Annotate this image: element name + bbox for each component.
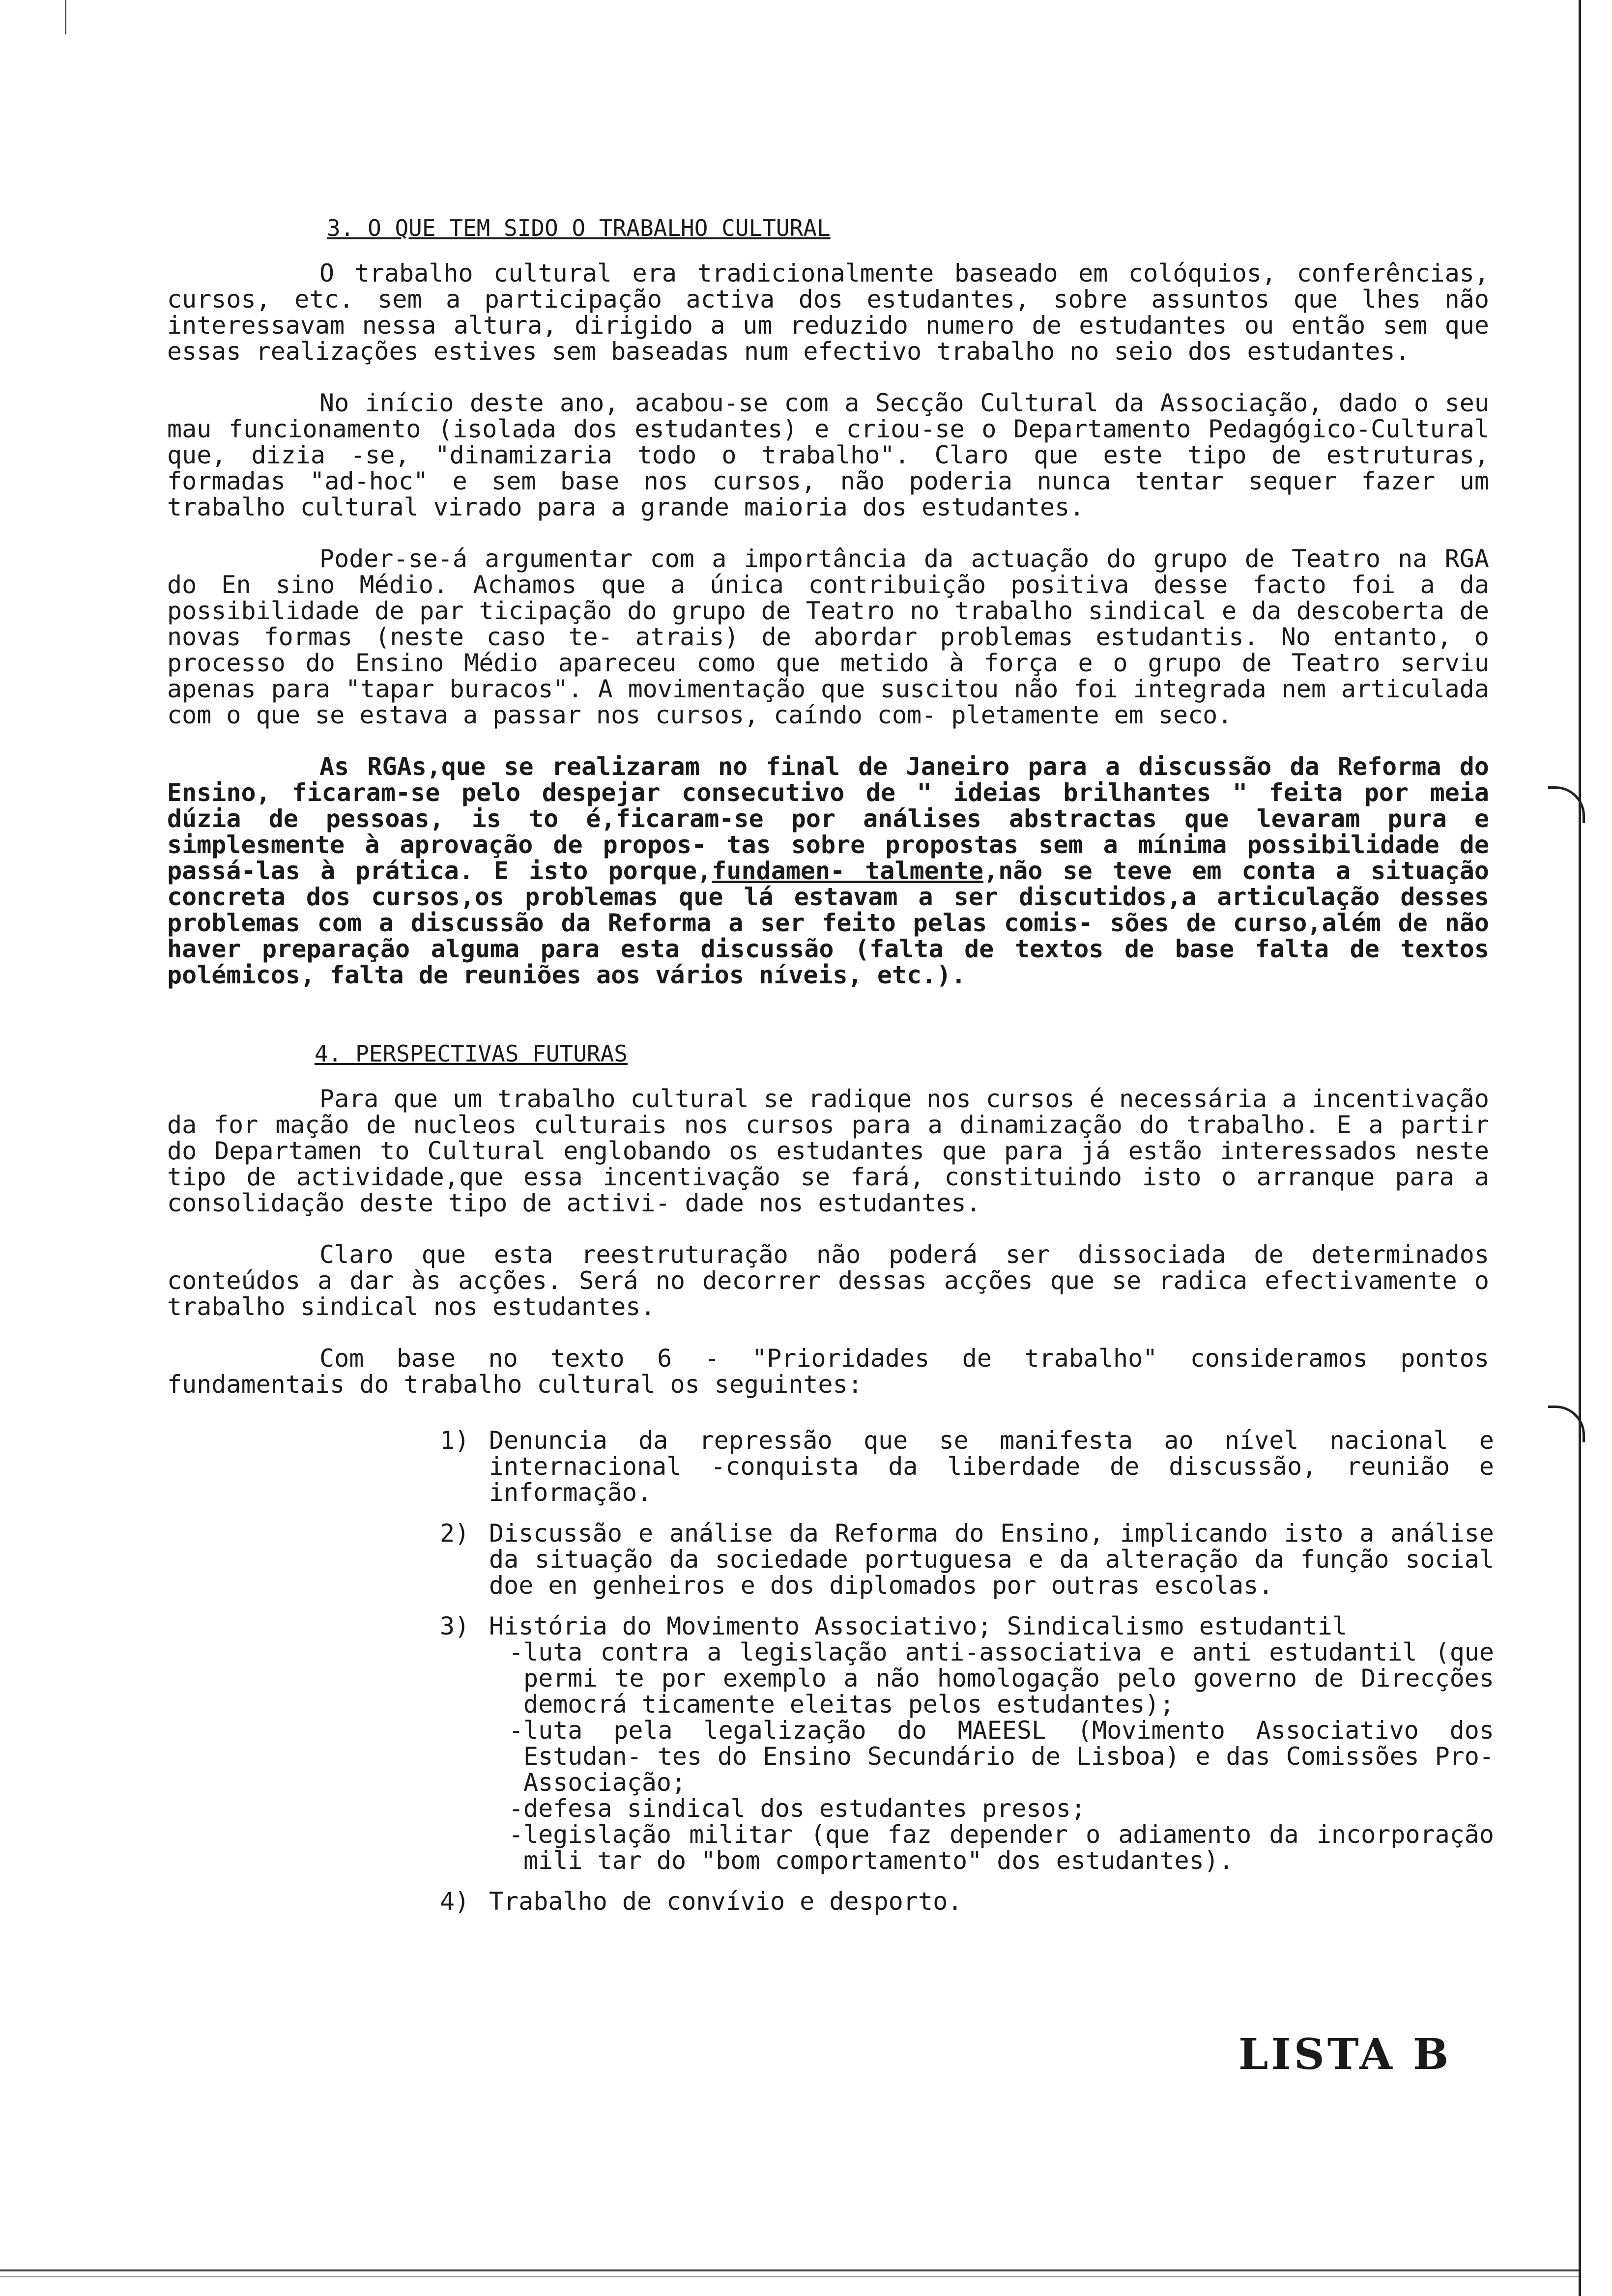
list-item-text: Trabalho de convívio e desporto. [489,1887,963,1916]
sub-list-item-text: legislação militar (que faz depender o adiamento da incorporação mili tar do "bom comportamento" dos estudantes). [523,1820,1494,1875]
list-b-stamp: LISTA B [1238,2030,1452,2079]
list-number: 1) [440,1426,470,1455]
section-3-heading: 3. O QUE TEM SIDO O TRABALHO CULTURAL [327,215,831,241]
paragraph: O trabalho cultural era tradicionalmente baseado em colóquios, conferências, cursos, etc. sem a participação activa dos estudantes, sobre assuntos que lhes não interessavam nessa altura, dirigido a um reduzido numero de estudantes ou então sem que essas realizações estives sem baseadas num efectivo trabalho no seio dos estudantes. [167,259,1489,366]
sub-list-item-text: defesa sindical dos estudantes presos; [523,1794,1086,1823]
list-item [440,1428,1494,1506]
list-item-text: História do Movimento Associativo; Sindicalismo estudantil [489,1612,1347,1640]
list-item-text: Denuncia da repressão que se manifesta ao nível nacional e internacional -conquista da liberdade de discussão, reunião e informação. [489,1426,1494,1507]
text-segment: ,não se teve em conta a situação concreta dos cursos,os problemas que lá estavam a ser discutidos,a articulação desses problemas com a discussão da Reforma a ser feito pelas comis- sões de curso,além de não haver preparação alguma para esta discussão (falta de textos de base falta de textos polémicos, falta de reuniões aos vários níveis, etc.). [167,857,1490,989]
underlined-text: fundamen- talmente [712,857,984,885]
list-item [440,1889,1494,1915]
paragraph [167,754,1489,988]
sub-list-item-text: luta pela legalização do MAEESL (Movimento Associativo dos Estudan- tes do Ensino Secundário de Lisboa) e das Comissões Pro-Associação; [523,1716,1494,1797]
sub-list-item [440,1639,1494,1718]
sub-list-item [440,1822,1494,1874]
paragraph: Para que um trabalho cultural se radique nos cursos é necessária a incentivação da for mação de nucleos culturais nos cursos para a dinamização do trabalho. E a partir do Departamen to Cultural englobando os estudantes que para já estão interessados neste tipo de actividade,que essa incentivação se fará, constituindo isto o arranque para a consolidação deste tipo de activi- dade nos estudantes. [167,1085,1489,1217]
dash-bullet: - [509,1716,524,1745]
section-4-body [167,1086,1489,1398]
dash-bullet: - [509,1794,524,1823]
list-number: 4) [440,1887,470,1916]
paragraph: Claro que esta reestruturação não poderá ser dissociada de determinados conteúdos a dar às acções. Será no decorrer dessas acções que se radica efectivamente o trabalho sindical nos estudantes. [167,1240,1489,1321]
text-segment: As RGAs,que se realizaram no final de Janeiro para a discussão da Reforma do Ensino, ficaram-se pelo despejar consecutivo de " ideias brilhantes " feita por meia dúzia de pessoas, is to é,ficaram-se por análises abstractas que levaram pura e simplesmente à aprovação de propos- tas sobre propostas sem a mínima possibilidade de passá-las à prática. E isto porque, [167,752,1489,885]
page-edge-mark [65,0,66,34]
priorities-list [440,1428,1494,1915]
paragraph: No início deste ano, acabou-se com a Secção Cultural da Associação, dado o seu mau funcionamento (isolada dos estudantes) e criou-se o Departamento Pedagógico-Cultural que, dizia -se, "dinamizaria todo o trabalho". Claro que este tipo de estruturas, formadas "ad-hoc" e sem base nos cursos, não poderia nunca tentar sequer fazer um trabalho cultural virado para a grande maioria dos estudantes. [167,389,1489,521]
page-edge-bottom [0,2276,1579,2277]
sub-list-item [440,1718,1494,1796]
list-item [440,1521,1494,1599]
section-3-body [167,260,1489,988]
page-edge-right [1579,0,1581,2296]
list-number: 2) [440,1519,470,1548]
dash-bullet: - [509,1638,524,1666]
section-4-heading: 4. PERSPECTIVAS FUTURAS [315,1040,628,1067]
paragraph: Com base no texto 6 - "Prioridades de trabalho" consideramos pontos fundamentais do trabalho cultural os seguintes: [167,1344,1489,1399]
list-item [440,1613,1494,1639]
sub-list-item [440,1796,1494,1822]
list-item-text: Discussão e análise da Reforma do Ensino, implicando isto a análise da situação da sociedade portuguesa e da alteração da função social doe en genheiros e dos diplomados por outras escolas. [489,1519,1494,1600]
list-number: 3) [440,1612,470,1640]
sub-list-item-text: luta contra a legislação anti-associativa e anti estudantil (que permi te por exemplo a não homologação pelo governo de Direcções democrá ticamente eleitas pelos estudantes); [523,1638,1494,1719]
dash-bullet: - [509,1820,524,1849]
paragraph: Poder-se-á argumentar com a importância da actuação do grupo de Teatro na RGA do En sino Médio. Achamos que a única contribuição positiva desse facto foi a da possibilidade de par ticipação do grupo de Teatro no trabalho sindical e da descoberta de novas formas (neste caso te- atrais) de abordar problemas estudantis. No entanto, o processo do Ensino Médio apareceu como que metido à força e o grupo de Teatro serviu apenas para "tapar buracos". A movimentação que suscitou não foi integrada nem articulada com o que se estava a passar nos cursos, caíndo com- pletamente em seco. [167,545,1489,729]
page-edge-bottom [0,2269,1579,2271]
